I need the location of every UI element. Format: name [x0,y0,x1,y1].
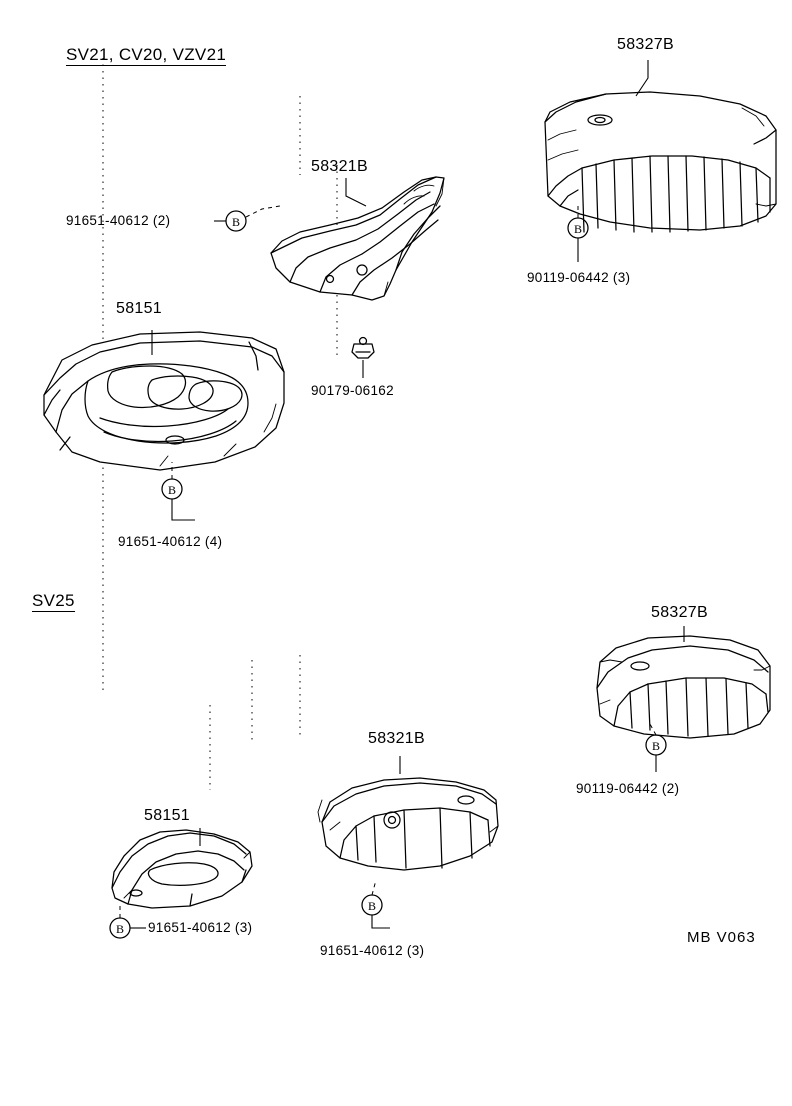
group-label-sv25: SV25 [32,591,75,610]
shape-58321b-top [271,177,444,300]
part-label-58151-top: 58151 [116,300,162,317]
shape-58327b-bottom [597,636,770,738]
svg-text:B: B [231,215,241,229]
fastener-label-90119-06442-3: 90119-06442 (3) [527,270,631,285]
svg-text:B: B [651,739,661,753]
part-label-58321b-top: 58321B [311,158,368,175]
part-label-58151-bottom: 58151 [144,807,190,824]
shape-58151-top [44,332,284,470]
part-label-58321b-bottom: 58321B [368,730,425,747]
shape-58321b-bottom [318,778,498,870]
group-label-sv21: SV21, CV20, VZV21 [66,45,227,64]
svg-text:B: B [167,483,177,497]
part-label-58327b-bottom: 58327B [651,604,708,621]
fastener-label-91651-40612-3b: 91651-40612 (3) [320,943,425,958]
shape-90179-06162 [352,338,374,359]
fastener-label-90119-06442-2: 90119-06442 (2) [576,781,680,796]
svg-text:B: B [573,222,583,236]
svg-text:B: B [367,899,377,913]
diagram-code: MB V063 [687,929,756,946]
fastener-label-91651-40612-4: 91651-40612 (4) [118,534,223,549]
fastener-label-91651-40612-3a: 91651-40612 (3) [148,920,253,935]
fastener-label-90179-06162: 90179-06162 [311,383,394,398]
part-label-58327b-top: 58327B [617,36,674,53]
svg-text:B: B [115,922,125,936]
fastener-label-91651-40612-2: 91651-40612 (2) [66,213,171,228]
shape-58151-bottom [112,830,252,908]
shape-58327b-top [545,92,776,232]
